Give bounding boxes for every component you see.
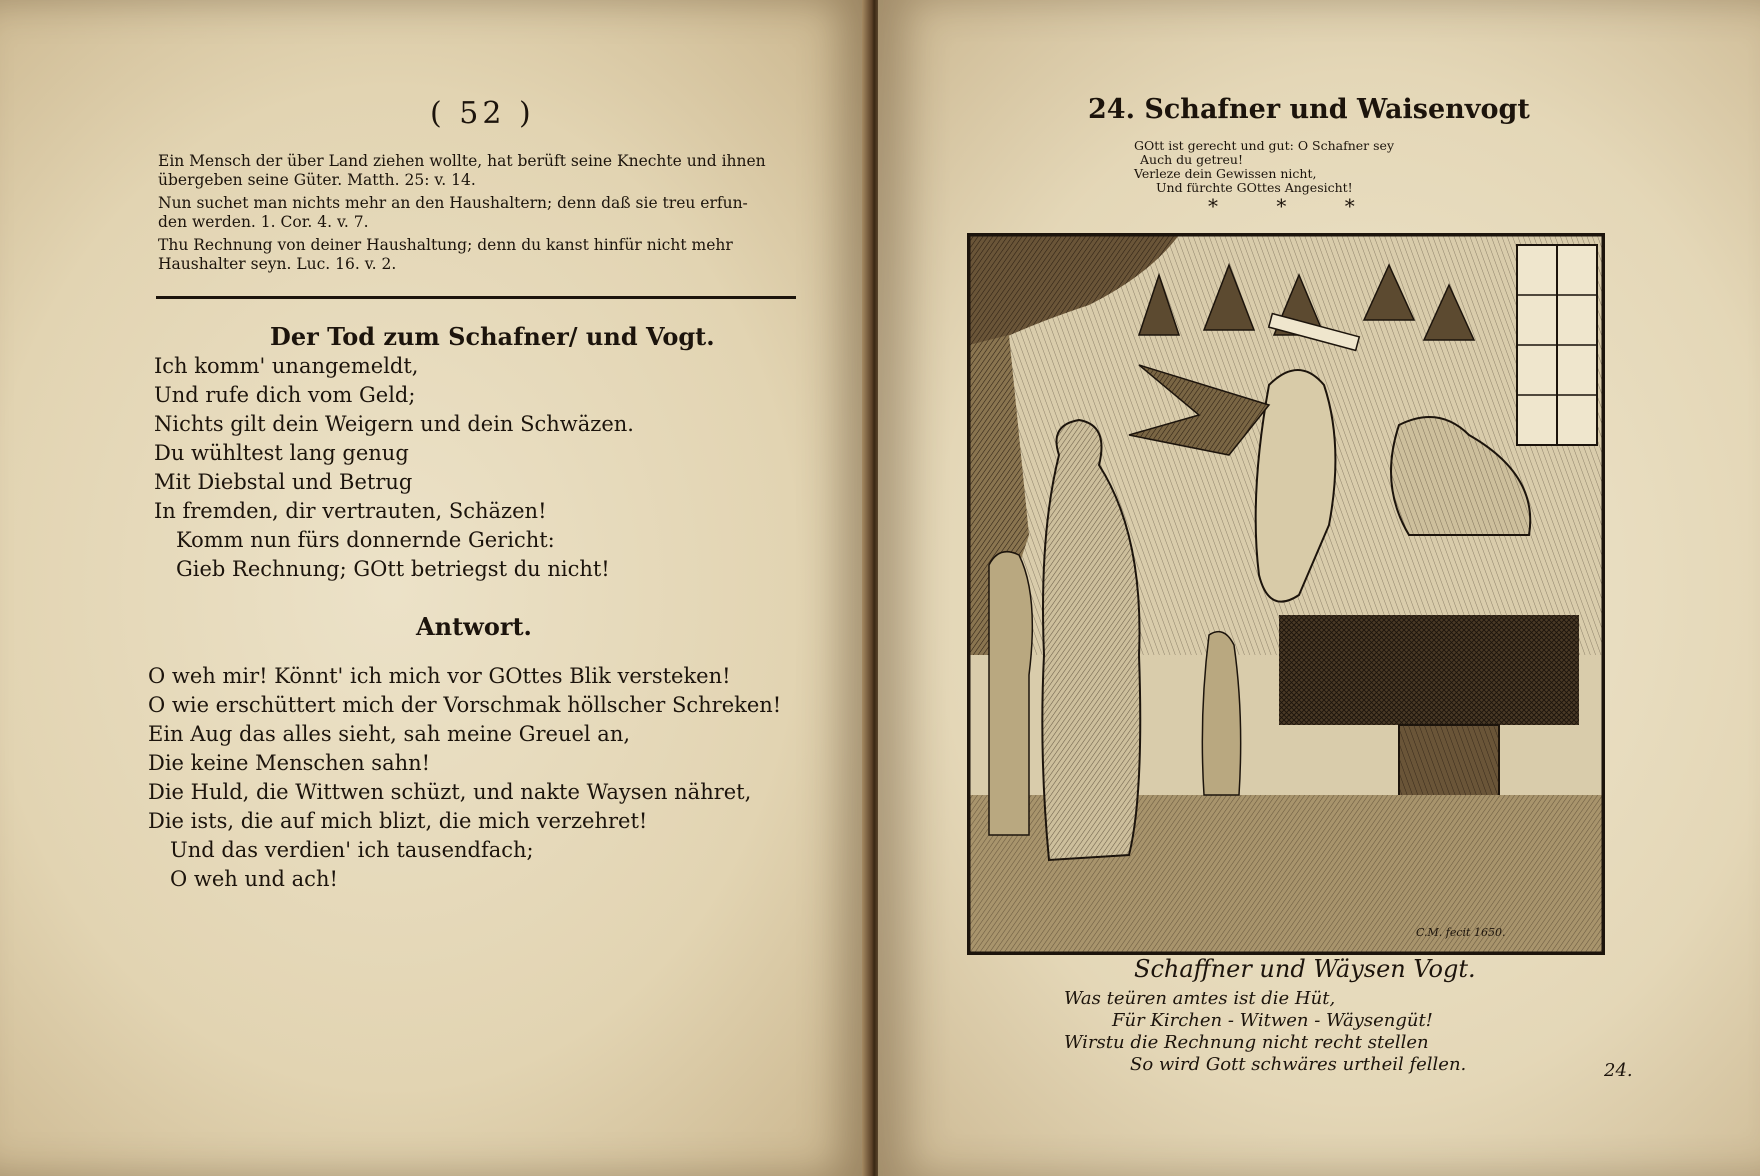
answer-line: Ein Aug das alles sieht, sah meine Greuel an, xyxy=(148,722,631,746)
engraving-illustration xyxy=(969,235,1603,953)
caption-title: Schaffner und Wäysen Vogt. xyxy=(1134,955,1476,983)
page-number: ( 52 ) xyxy=(430,96,535,131)
answer-title: Antwort. xyxy=(416,612,532,641)
answer-line: Die Huld, die Wittwen schüzt, und nakte Waysen nähret, xyxy=(148,780,752,804)
scripture-line: Thu Rechnung von deiner Haushaltung; denn du kanst hinfür nicht mehr xyxy=(158,236,733,254)
plate-heading: 24. Schafner und Waisenvogt xyxy=(1088,94,1530,125)
scripture-line: Ein Mensch der über Land ziehen wollte, hat berüft seine Knechte und ihnen xyxy=(158,152,766,170)
scripture-line: Haushalter seyn. Luc. 16. v. 2. xyxy=(158,255,397,273)
poem-line: Ich komm' unangemeldt, xyxy=(154,354,419,378)
motto-line: Und fürchte GOttes Angesicht! xyxy=(1156,180,1353,195)
answer-line: Und das verdien' ich tausendfach; xyxy=(170,838,534,862)
answer-line: Die ists, die auf mich blizt, die mich verzehret! xyxy=(148,809,648,833)
poem-line: Mit Diebstal und Betrug xyxy=(154,470,413,494)
scripture-line: den werden. 1. Cor. 4. v. 7. xyxy=(158,213,369,231)
caption-line: Wirstu die Rechnung nicht recht stellen xyxy=(1064,1032,1429,1053)
poem-line: In fremden, dir vertrauten, Schäzen! xyxy=(154,499,547,523)
caption-line: Für Kirchen - Witwen - Wäysengüt! xyxy=(1112,1010,1433,1031)
scripture-line: Nun suchet man nichts mehr an den Haushaltern; denn daß sie treu erfun- xyxy=(158,194,748,212)
poem-line: Nichts gilt dein Weigern und dein Schwäzen. xyxy=(154,412,634,436)
motto-line: GOtt ist gerecht und gut: O Schafner sey xyxy=(1134,138,1395,153)
poem-line: Du wühltest lang genug xyxy=(154,441,409,465)
answer-line: Die keine Menschen sahn! xyxy=(148,751,431,775)
caption-line: Was teüren amtes ist die Hüt, xyxy=(1064,988,1336,1009)
engraver-signature: C.M. fecit 1650. xyxy=(1416,926,1506,939)
scripture-line: übergeben seine Güter. Matth. 25: v. 14. xyxy=(158,171,476,189)
motto-line: Verleze dein Gewissen nicht, xyxy=(1134,166,1317,181)
motto-line: Auch du getreu! xyxy=(1140,152,1243,167)
left-page xyxy=(0,0,870,1176)
answer-line: O weh und ach! xyxy=(170,867,338,891)
answer-line: O wie erschüttert mich der Vorschmak höllscher Schreken! xyxy=(148,693,782,717)
caption-line: So wird Gott schwäres urtheil fellen. xyxy=(1130,1054,1467,1075)
answer-line: O weh mir! Könnt' ich mich vor GOttes Blik versteken! xyxy=(148,664,731,688)
plate-number: 24. xyxy=(1604,1060,1633,1081)
poem-line: Und rufe dich vom Geld; xyxy=(154,383,416,407)
engraving-image xyxy=(967,233,1605,955)
ornament-stars: * * * xyxy=(1208,194,1381,218)
poem-line: Gieb Rechnung; GOtt betriegst du nicht! xyxy=(176,557,610,581)
horizontal-rule xyxy=(156,296,796,299)
poem-title: Der Tod zum Schafner/ und Vogt. xyxy=(270,322,715,351)
poem-line: Komm nun fürs donnernde Gericht: xyxy=(176,528,555,552)
